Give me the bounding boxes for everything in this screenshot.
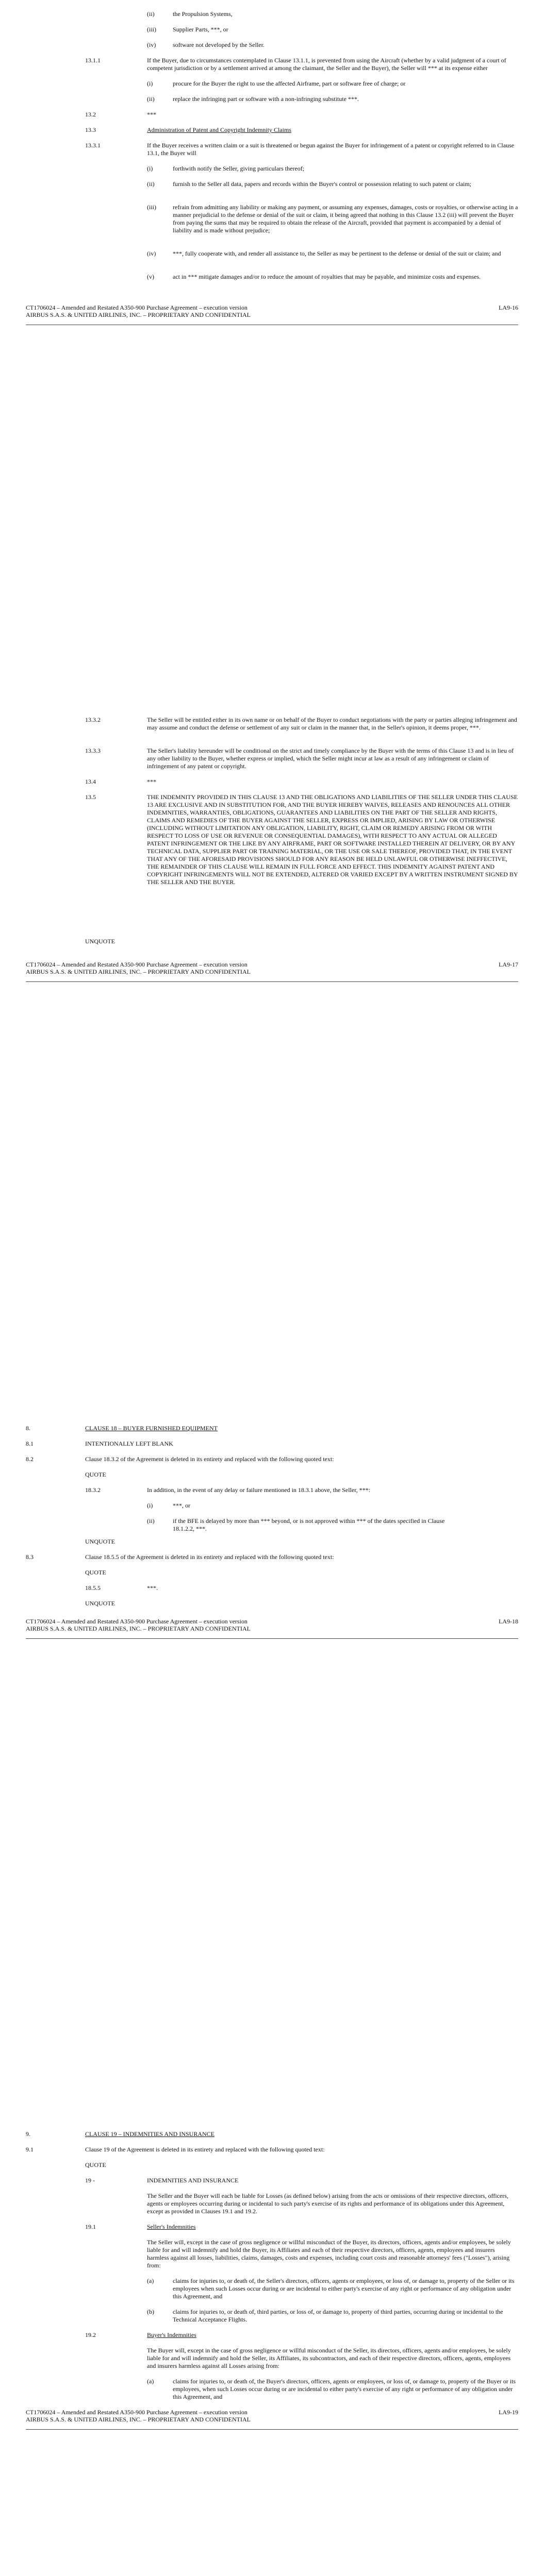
footer-rule [26,981,518,982]
section-text: In addition, in the event of any delay or failure mentioned in 18.3.1 above, the Seller, ***: [147,1486,371,1494]
section-text: The Seller will be entitled either in its own name or on behalf of the Buyer to conduct negotiations with the party or parties alleging infringement and may assume and conduct the defense or settlement of any suit or claim in the manner that, in the Seller's opinion, it deems proper, ***. [147,716,517,731]
section-text: *** [147,111,156,118]
section-heading: Buyer's Indemnities [147,2331,196,2338]
section-heading: Administration of Patent and Copyright Indemnity Claims [147,126,291,133]
section-text: The Seller and the Buyer will each be liable for Losses (as defined below) arising from the acts or omissions of their respective directors, officers, agents or employees occurring during or incidental to such party's exercise of its rights and performance of its obligations under this Agreement, except as provided in Clauses 19.1 and 19.2. [147,2192,508,2215]
item-num: (a) [147,2378,154,2385]
section-num: 13.1.1 [85,57,101,64]
section-text: Clause 18.3.2 of the Agreement is deleted in its entirety and replaced with the following quoted text: [85,1455,334,1463]
footer-company-line: AIRBUS S.A.S. & UNITED AIRLINES, INC. – PROPRIETARY AND CONFIDENTIAL [26,1625,251,1632]
item-num: (v) [147,273,154,280]
section-num: 13.3.3 [85,747,101,754]
section-text: ***. [147,1584,158,1591]
section-text: The Seller will, except in the case of gross negligence or willful misconduct of the Buyer, its directors, officers, agents and/or employees, be solely liable for and will indemnify and hold the Buyer, its Affiliates and each of their respective directors, officers, agents, employees and insurers harmless against all losses, liabilities, claims, damages, costs and expenses, including court costs and reasonable attorneys' fees ("Losses"), arising from: [147,2239,511,2269]
page-la9-17 [0,703,544,1406]
footer-rule [26,1638,518,1639]
unquote-label: UNQUOTE [85,938,115,945]
item-text: software not developed by the Seller. [173,41,265,48]
item-num: (a) [147,2277,154,2284]
section-num: 13.3 [85,126,96,133]
section-text: INTENTIONALLY LEFT BLANK [85,1440,173,1447]
item-text: Supplier Parts, ***, or [173,26,228,33]
page-footer [26,304,518,318]
footer-page-number: LA9-16 [499,304,518,311]
page-footer [26,2409,518,2423]
item-num: (b) [147,2308,154,2315]
item-num: (ii) [147,10,155,18]
section-num: 9.1 [26,2146,34,2153]
item-text: procure for the Buyer the right to use the affected Airframe, part or software free of charge; or [173,80,406,87]
unquote-label: UNQUOTE [85,1600,115,1607]
quote-label: QUOTE [85,2161,106,2168]
unquote-label: UNQUOTE [85,1538,115,1545]
page-footer [26,961,518,975]
section-text: The Buyer will, except in the case of gross negligence or willful misconduct of the Seller, its directors, officers, agents and/or employees, be solely liable for and will indemnify and hold the Seller, its Affiliates, its subcontractors, and each of their respective directors, officers, agents, employees and insurers harmless against all Losses arising from: [147,2347,511,2369]
item-num: (iii) [147,204,156,211]
section-num: 13.3.2 [85,716,101,723]
item-text: ***, or [173,1502,190,1509]
item-num: (iv) [147,250,156,257]
footer-rule [26,2429,518,2430]
section-num: 8.1 [26,1440,34,1447]
section-heading: Seller's Indemnities [147,2223,196,2230]
clause-heading: INDEMNITIES AND INSURANCE [147,2177,239,2184]
section-num: 18.5.5 [85,1584,101,1591]
section-num: 19 - [85,2177,95,2184]
section-text: Clause 18.5.5 of the Agreement is deleted in its entirety and replaced with the following quoted text: [85,1553,334,1561]
section-num: 9. [26,2130,30,2138]
item-num: (ii) [147,95,155,103]
section-text: If the Buyer, due to circumstances contemplated in Clause 13.1.1, is prevented from using the Aircraft (whether by a valid judgment of a court of competent jurisdiction or by a settlement arrived at among the claimant, the Seller and the Buyer), the Seller will *** at its expense either [147,57,506,72]
item-num: (ii) [147,180,155,188]
footer-doc-line: CT1706024 – Amended and Restated A350-900 Purchase Agreement – execution version [26,1618,248,1625]
page-la9-18 [0,1406,544,2110]
item-text: claims for injuries to, or death of, third parties, or loss of, or damage to, property of third parties, occurring during or incidental to the Technical Acceptance Flights. [173,2308,503,2323]
page-la9-16 [0,0,544,703]
section-num: 13.2 [85,111,96,118]
item-text: replace the infringing part or software with a non-infringing substitute ***. [173,95,359,103]
page-la9-19 [0,2110,544,2576]
item-text: if the BFE is delayed by more than *** beyond, or is not approved within *** of the dates specified in Clause 18.1.2.2, ***. [173,1517,445,1532]
section-num: 19.2 [85,2331,96,2338]
section-text: *** [147,778,156,785]
footer-page-number: LA9-17 [499,961,518,968]
page-footer [26,1618,518,1632]
section-num: 13.3.1 [85,142,101,149]
item-text: the Propulsion Systems, [173,10,233,18]
item-text: ***, fully cooperate with, and render all assistance to, the Seller as may be pertinent to the defense or denial of the suit or claim; and [173,250,501,257]
section-num: 13.5 [85,793,96,801]
item-num: (iii) [147,26,156,33]
footer-company-line: AIRBUS S.A.S. & UNITED AIRLINES, INC. – PROPRIETARY AND CONFIDENTIAL [26,2416,251,2423]
quote-label: QUOTE [85,1569,106,1576]
footer-doc-line: CT1706024 – Amended and Restated A350-900 Purchase Agreement – execution version [26,2409,248,2416]
section-text: The Seller's liability hereunder will be conditional on the strict and timely compliance by the Buyer with the terms of this Clause 13 and is in lieu of any other liability to the Buyer, whether express or implied, which the Seller might incur at law as a result of any infringement or claim of infringement of any patent or copyright. [147,747,514,770]
item-num: (ii) [147,1517,155,1524]
footer-doc-line: CT1706024 – Amended and Restated A350-900 Purchase Agreement – execution version [26,961,248,968]
section-num: 8. [26,1425,30,1432]
item-text: claims for injuries to, or death of, the Buyer's directors, officers, agents or employees, or loss of, or damage to, property of the Buyer or its employees, when such Losses occur during or are incidental to either party's exercise of any right or performance of any obligation under this Agreement, and [173,2378,516,2400]
footer-doc-line: CT1706024 – Amended and Restated A350-900 Purchase Agreement – execution version [26,304,248,311]
item-num: (i) [147,1502,153,1509]
item-text: furnish to the Seller all data, papers and records within the Buyer's control or possession relating to such patent or claim; [173,180,472,188]
quote-label: QUOTE [85,1471,106,1478]
clause-title: CLAUSE 19 – INDEMNITIES AND INSURANCE [85,2130,215,2138]
item-num: (iv) [147,41,156,48]
section-text: If the Buyer receives a written claim or a suit is threatened or begun against the Buyer for infringement of a patent or copyright referred to in Clause 13.1, the Buyer will [147,142,515,157]
section-num: 18.3.2 [85,1486,101,1494]
footer-company-line: AIRBUS S.A.S. & UNITED AIRLINES, INC. – PROPRIETARY AND CONFIDENTIAL [26,968,251,975]
section-text: Clause 19 of the Agreement is deleted in its entirety and replaced with the following quoted text: [85,2146,325,2153]
disclaimer-text: THE INDEMNITY PROVIDED IN THIS CLAUSE 13 AND THE OBLIGATIONS AND LIABILITIES OF THE SELLER UNDER THIS CLAUSE 13 ARE EXCLUSIVE AND IN SUBSTITUTION FOR, AND THE BUYER HEREBY WAIVES, RELEASES AND RENOUNCES ALL OTHER INDEMNITIES, WARRANTIES, OBLIGATIONS, GUARANTEES AND LIABILITIES ON THE PART OF THE SELLER AND RIGHTS, CLAIMS AND REMEDIES OF THE BUYER AGAINST THE SELLER, EXPRESS OR IMPLIED, ARISING BY LAW OR OTHERWISE (INCLUDING WITHOUT LIMITATION ANY OBLIGATION, LIABILITY, RIGHT, CLAIM OR REMEDY ARISING FROM OR WITH RESPECT TO LOSS OF USE OR REVENUE OR CONSEQUENTIAL DAMAGES), WITH RESPECT TO ANY ACTUAL OR ALLEGED PATENT INFRINGEMENT OR THE LIKE BY ANY AIRFRAME, PART OR SOFTWARE INSTALLED THEREIN AT DELIVERY, OR BY ANY TECHNICAL DATA, SUPPLIER PART OR TRAINING MATERIAL, OR THE USE OR SALE THEREOF, PROVIDED THAT, IN THE EVENT THAT ANY OF THE AFORESAID PROVISIONS SHOULD FOR ANY REASON BE HELD UNLAWFUL OR OTHERWISE INEFFECTIVE, THE REMAINDER OF THIS CLAUSE WILL REMAIN IN FULL FORCE AND EFFECT. THIS INDEMNITY AGAINST PATENT AND COPYRIGHT INFRINGEMENTS WILL NOT BE EXTENDED, ALTERED OR VARIED EXCEPT BY A WRITTEN INSTRUMENT SIGNED BY THE SELLER AND THE BUYER. [147,793,518,886]
section-num: 19.1 [85,2223,96,2230]
item-text: refrain from admitting any liability or making any payment, or assuming any expenses, damages, costs or royalties, or otherwise acting in a manner prejudicial to the defense or denial of the suit or claim, it being agreed that nothing in this Clause 13.2 (iii) will prevent the Buyer from paying the sums that may be required to obtain the release of the Aircraft, provided that payment is accompanied by a denial of liability and is made without prejudice; [173,204,518,234]
item-text: act in *** mitigate damages and/or to reduce the amount of royalties that may be payable, and minimize costs and expenses. [173,273,481,280]
section-num: 13.4 [85,778,96,785]
footer-page-number: LA9-19 [499,2409,518,2416]
item-text: claims for injuries to, or death of, the Seller's directors, officers, agents or employees, or loss of, or damage to, property of the Seller or its employees when such Losses occur during or are incidental to either party's exercise of any right or performance of any obligation under this Agreement, and [173,2277,515,2300]
item-text: forthwith notify the Seller, giving particulars thereof; [173,165,305,172]
clause-title: CLAUSE 18 – BUYER FURNISHED EQUIPMENT [85,1425,218,1432]
section-num: 8.3 [26,1553,34,1561]
item-num: (i) [147,80,153,87]
section-num: 8.2 [26,1455,34,1463]
item-num: (i) [147,165,153,172]
footer-company-line: AIRBUS S.A.S. & UNITED AIRLINES, INC. – PROPRIETARY AND CONFIDENTIAL [26,311,251,318]
footer-page-number: LA9-18 [499,1618,518,1625]
